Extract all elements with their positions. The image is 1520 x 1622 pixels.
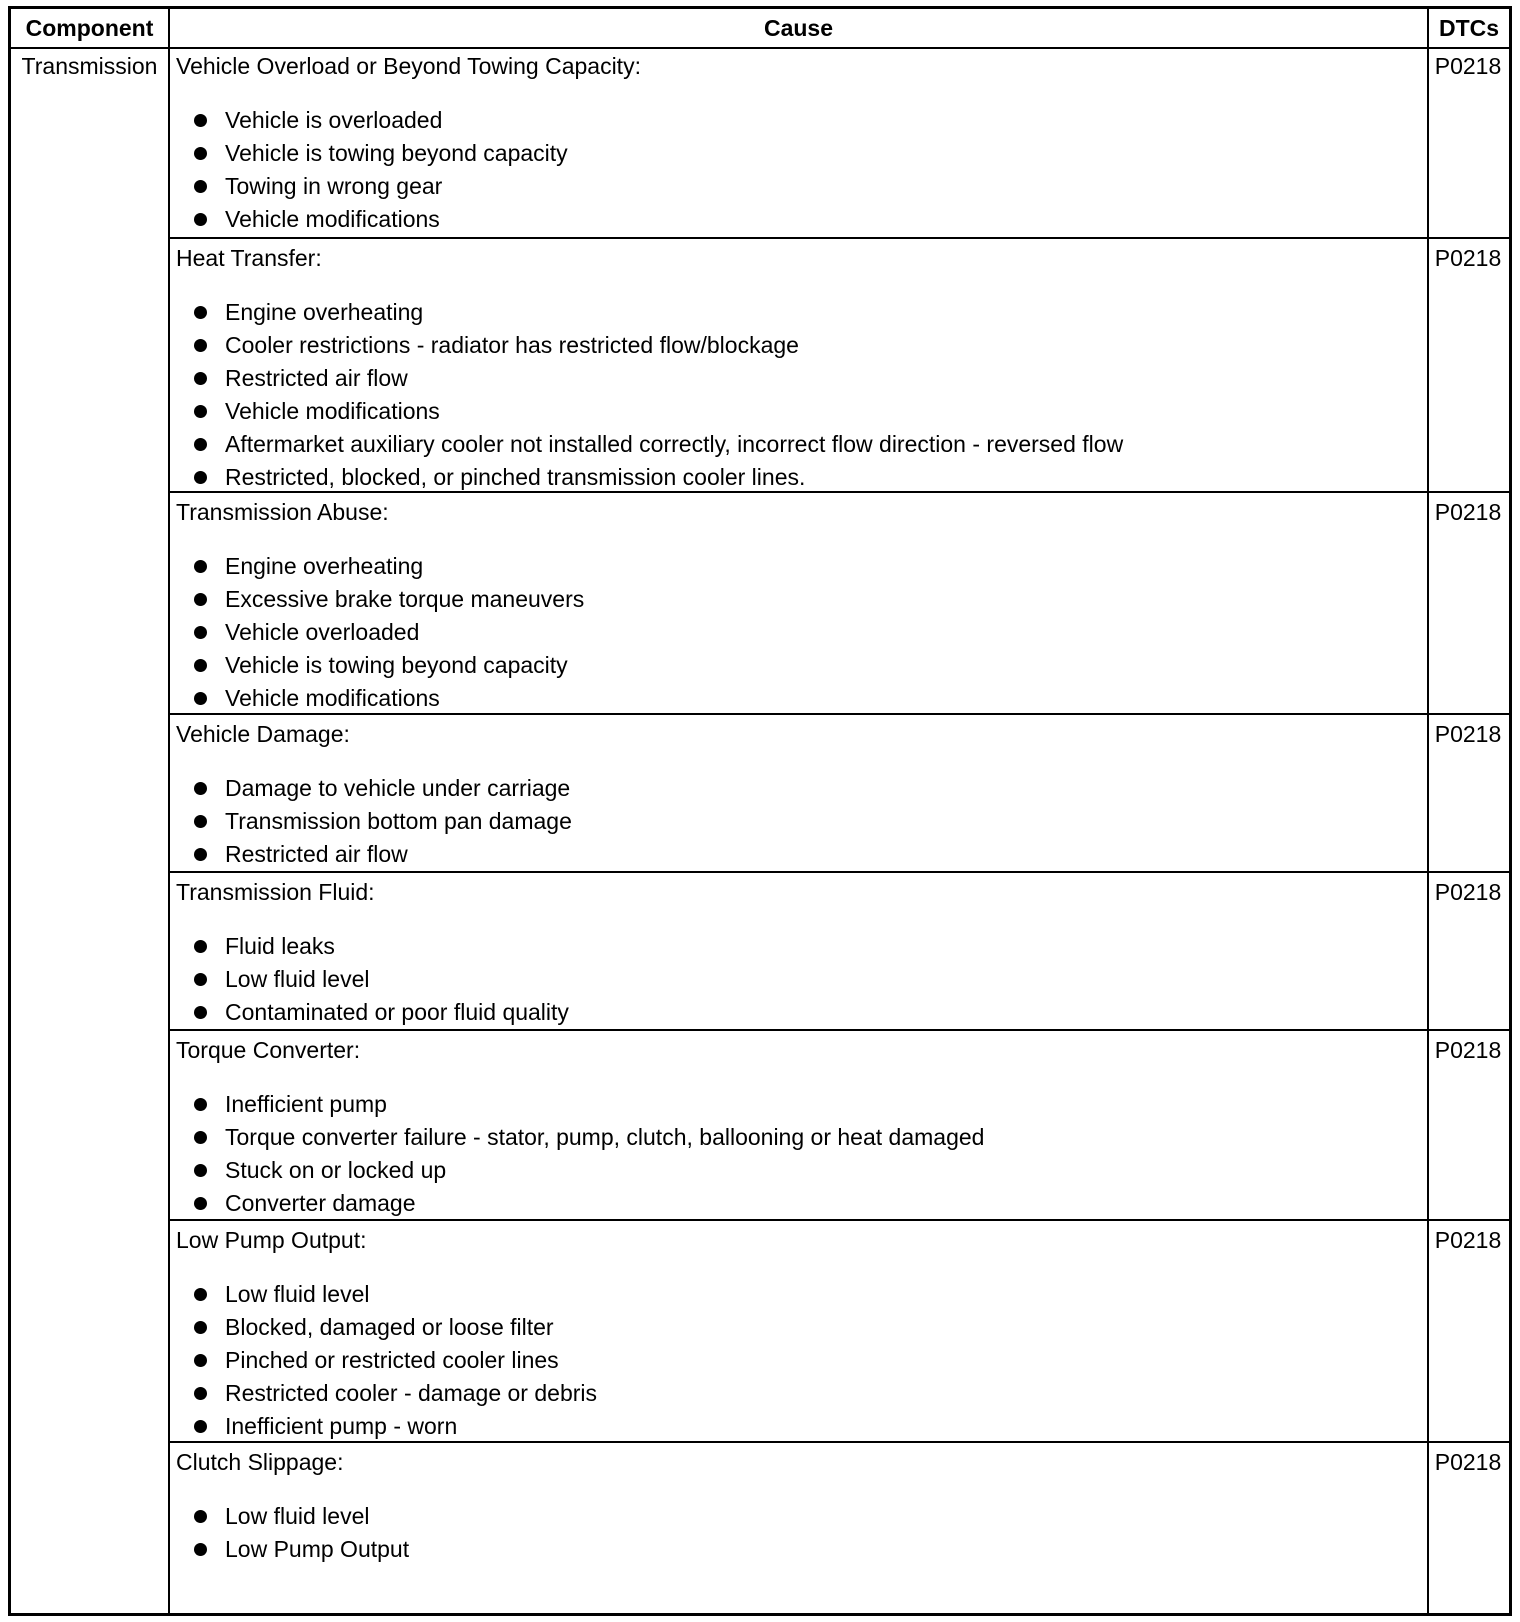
bullet-icon (194, 848, 207, 861)
cause-title: Torque Converter: (176, 1037, 361, 1063)
bullet-text: Engine overheating (225, 553, 424, 579)
list-item (190, 1410, 597, 1443)
list-item (190, 616, 584, 649)
list-item (190, 329, 1123, 362)
list-item (190, 1088, 984, 1121)
cause-bullet-list (190, 930, 569, 1029)
bullet-text: Vehicle modifications (225, 398, 440, 424)
bullet-text: Converter damage (225, 1190, 416, 1216)
header-dtcs: DTCs (1438, 15, 1500, 41)
bullet-text: Low fluid level (225, 1281, 370, 1307)
dtc-code: P0218 (1434, 1449, 1502, 1475)
cause-bullet-list (190, 296, 1123, 494)
list-item (190, 583, 584, 616)
cause-bullet-list (190, 772, 572, 871)
table-row (170, 871, 1509, 1029)
bullet-text: Blocked, damaged or loose filter (225, 1314, 554, 1340)
bullet-text: Low fluid level (225, 1503, 370, 1529)
list-item (190, 996, 569, 1029)
bullet-icon (194, 692, 207, 705)
component-cell: Transmission (21, 53, 158, 79)
list-item (190, 930, 569, 963)
list-item (190, 461, 1123, 494)
bullet-text: Low Pump Output (225, 1536, 410, 1562)
bullet-icon (194, 1354, 207, 1367)
bullet-icon (194, 1006, 207, 1019)
diagnosis-table (8, 6, 1512, 1616)
dtc-code: P0218 (1434, 879, 1502, 905)
cause-title: Clutch Slippage: (176, 1449, 344, 1475)
list-item (190, 772, 572, 805)
list-item (190, 550, 584, 583)
dtc-code: P0218 (1434, 245, 1502, 271)
bullet-icon (194, 1510, 207, 1523)
bullet-icon (194, 1164, 207, 1177)
header-component: Component (25, 15, 154, 41)
table-row (170, 1219, 1509, 1441)
bullet-text: Transmission bottom pan damage (225, 808, 572, 834)
bullet-icon (194, 973, 207, 986)
list-item (190, 395, 1123, 428)
bullet-icon (194, 306, 207, 319)
dtc-code: P0218 (1434, 499, 1502, 525)
bullet-icon (194, 114, 207, 127)
list-item (190, 649, 584, 682)
table-row (170, 713, 1509, 871)
bullet-text: Fluid leaks (225, 933, 335, 959)
header-cause: Cause (763, 15, 834, 41)
bullet-text: Restricted air flow (225, 841, 408, 867)
bullet-icon (194, 1387, 207, 1400)
bullet-icon (194, 1321, 207, 1334)
table-row (170, 491, 1509, 713)
bullet-icon (194, 659, 207, 672)
bullet-icon (194, 405, 207, 418)
bullet-text: Torque converter failure - stator, pump, clutch, ballooning or heat damaged (225, 1124, 985, 1150)
bullet-text: Restricted, blocked, or pinched transmission cooler lines. (225, 464, 806, 490)
list-item (190, 1154, 984, 1187)
bullet-text: Vehicle is towing beyond capacity (225, 652, 568, 678)
bullet-icon (194, 1197, 207, 1210)
dtc-code: P0218 (1434, 1227, 1502, 1253)
bullet-text: Restricted cooler - damage or debris (225, 1380, 597, 1406)
bullet-icon (194, 339, 207, 352)
bullet-icon (194, 782, 207, 795)
bullet-text: Low fluid level (225, 966, 370, 992)
bullet-icon (194, 180, 207, 193)
list-item (190, 137, 568, 170)
list-item (190, 805, 572, 838)
bullet-icon (194, 147, 207, 160)
bullet-icon (194, 213, 207, 226)
cause-bullet-list (190, 1278, 597, 1443)
bullet-icon (194, 1098, 207, 1111)
cause-title: Vehicle Damage: (176, 721, 350, 747)
cause-title: Heat Transfer: (176, 245, 322, 271)
cause-bullet-list (190, 550, 584, 715)
bullet-text: Vehicle is towing beyond capacity (225, 140, 568, 166)
bullet-icon (194, 1543, 207, 1556)
list-item (190, 296, 1123, 329)
dtc-code: P0218 (1434, 1037, 1502, 1063)
list-item (190, 1377, 597, 1410)
bullet-icon (194, 560, 207, 573)
list-item (190, 1187, 984, 1220)
bullet-icon (194, 1420, 207, 1433)
table-row (170, 1441, 1509, 1613)
bullet-text: Contaminated or poor fluid quality (225, 999, 569, 1025)
table-row (170, 1029, 1509, 1219)
list-item (190, 838, 572, 871)
cause-title: Transmission Fluid: (176, 879, 375, 905)
list-item (190, 963, 569, 996)
bullet-text: Vehicle modifications (225, 685, 440, 711)
cause-bullet-list (190, 104, 568, 236)
bullet-text: Towing in wrong gear (225, 173, 443, 199)
bullet-text: Engine overheating (225, 299, 424, 325)
bullet-icon (194, 940, 207, 953)
bullet-text: Stuck on or locked up (225, 1157, 447, 1183)
cause-title: Transmission Abuse: (176, 499, 389, 525)
bullet-icon (194, 1288, 207, 1301)
bullet-text: Pinched or restricted cooler lines (225, 1347, 559, 1373)
dtc-code: P0218 (1434, 53, 1502, 79)
bullet-icon (194, 626, 207, 639)
cause-bullet-list (190, 1088, 984, 1220)
list-item (190, 1344, 597, 1377)
cause-title: Low Pump Output: (176, 1227, 367, 1253)
list-item (190, 428, 1123, 461)
list-item (190, 203, 568, 236)
bullet-text: Damage to vehicle under carriage (225, 775, 571, 801)
bullet-text: Vehicle modifications (225, 206, 440, 232)
list-item (190, 170, 568, 203)
bullet-icon (194, 593, 207, 606)
dtc-code: P0218 (1434, 721, 1502, 747)
bullet-text: Excessive brake torque maneuvers (225, 586, 585, 612)
bullet-icon (194, 438, 207, 451)
cause-bullet-list (190, 1500, 409, 1566)
bullet-icon (194, 471, 207, 484)
bullet-text: Cooler restrictions - radiator has restricted flow/blockage (225, 332, 799, 358)
bullet-text: Inefficient pump (225, 1091, 387, 1117)
bullet-text: Aftermarket auxiliary cooler not installed correctly, incorrect flow direction - reversed flow (225, 431, 1124, 457)
bullet-icon (194, 1131, 207, 1144)
table-row (170, 237, 1509, 491)
cause-title: Vehicle Overload or Beyond Towing Capacity: (176, 53, 641, 79)
list-item (190, 1500, 409, 1533)
list-item (190, 1121, 984, 1154)
table-header (11, 9, 1509, 49)
bullet-icon (194, 815, 207, 828)
bullet-icon (194, 372, 207, 385)
bullet-text: Vehicle is overloaded (225, 107, 443, 133)
list-item (190, 1311, 597, 1344)
list-item (190, 682, 584, 715)
bullet-text: Vehicle overloaded (225, 619, 420, 645)
table-row (170, 47, 1509, 237)
bullet-text: Inefficient pump - worn (225, 1413, 458, 1439)
list-item (190, 1278, 597, 1311)
list-item (190, 1533, 409, 1566)
bullet-text: Restricted air flow (225, 365, 408, 391)
list-item (190, 362, 1123, 395)
list-item (190, 104, 568, 137)
